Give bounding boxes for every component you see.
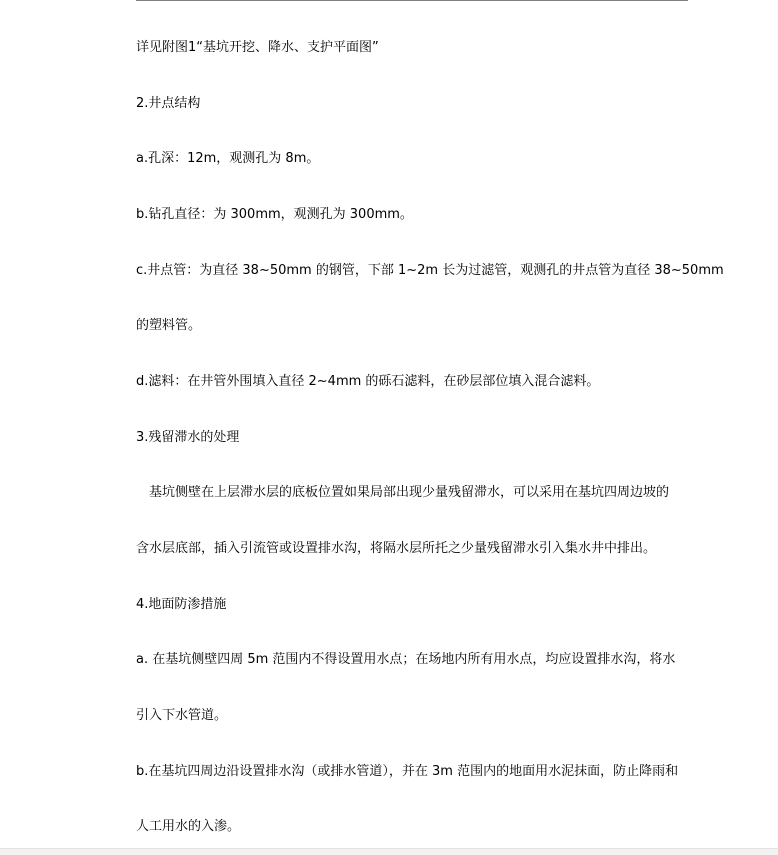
paragraph-line: c.井点管：为直径 38~50mm 的钢管，下部 1~2m 长为过滤管，观测孔的井点管为直径 38~50mm bbox=[136, 263, 724, 278]
paragraph-line: 的塑料管。 bbox=[136, 318, 202, 333]
paragraph-line: 引入下水管道。 bbox=[136, 708, 228, 723]
paragraph-line: 含水层底部，插入引流管或设置排水沟，将隔水层所托之少量残留滞水引入集水井中排出。 bbox=[136, 541, 657, 556]
paragraph-line: 人工用水的入渗。 bbox=[136, 819, 241, 834]
paragraph-line: a. 在基坑侧壁四周 5m 范围内不得设置用水点；在场地内所有用水点，均应设置排水沟，将水 bbox=[136, 652, 676, 667]
paragraph-line: d.滤料：在井管外围填入直径 2~4mm 的砾石滤料，在砂层部位填入混合滤料。 bbox=[136, 374, 600, 389]
section-heading: 2.井点结构 bbox=[136, 96, 201, 111]
paragraph-line: 基坑侧壁在上层滞水层的底板位置如果局部出现少量残留滞水，可以采用在基坑四周边坡的 bbox=[136, 485, 670, 500]
section-heading: 4.地面防渗措施 bbox=[136, 597, 227, 612]
paragraph-line: a.孔深：12m，观测孔为 8m。 bbox=[136, 151, 320, 166]
paragraph-line: b.钻孔直径：为 300mm，观测孔为 300mm。 bbox=[136, 207, 413, 222]
paragraph-line: b.在基坑四周边沿设置排水沟（或排水管道），并在 3m 范围内的地面用水泥抹面，防止降雨和 bbox=[136, 764, 679, 779]
page-top-rule bbox=[136, 0, 688, 1]
section-heading: 3.残留滞水的处理 bbox=[136, 430, 240, 445]
paragraph-line: 详见附图1“基坑开挖、降水、支护平面图” bbox=[136, 40, 379, 55]
